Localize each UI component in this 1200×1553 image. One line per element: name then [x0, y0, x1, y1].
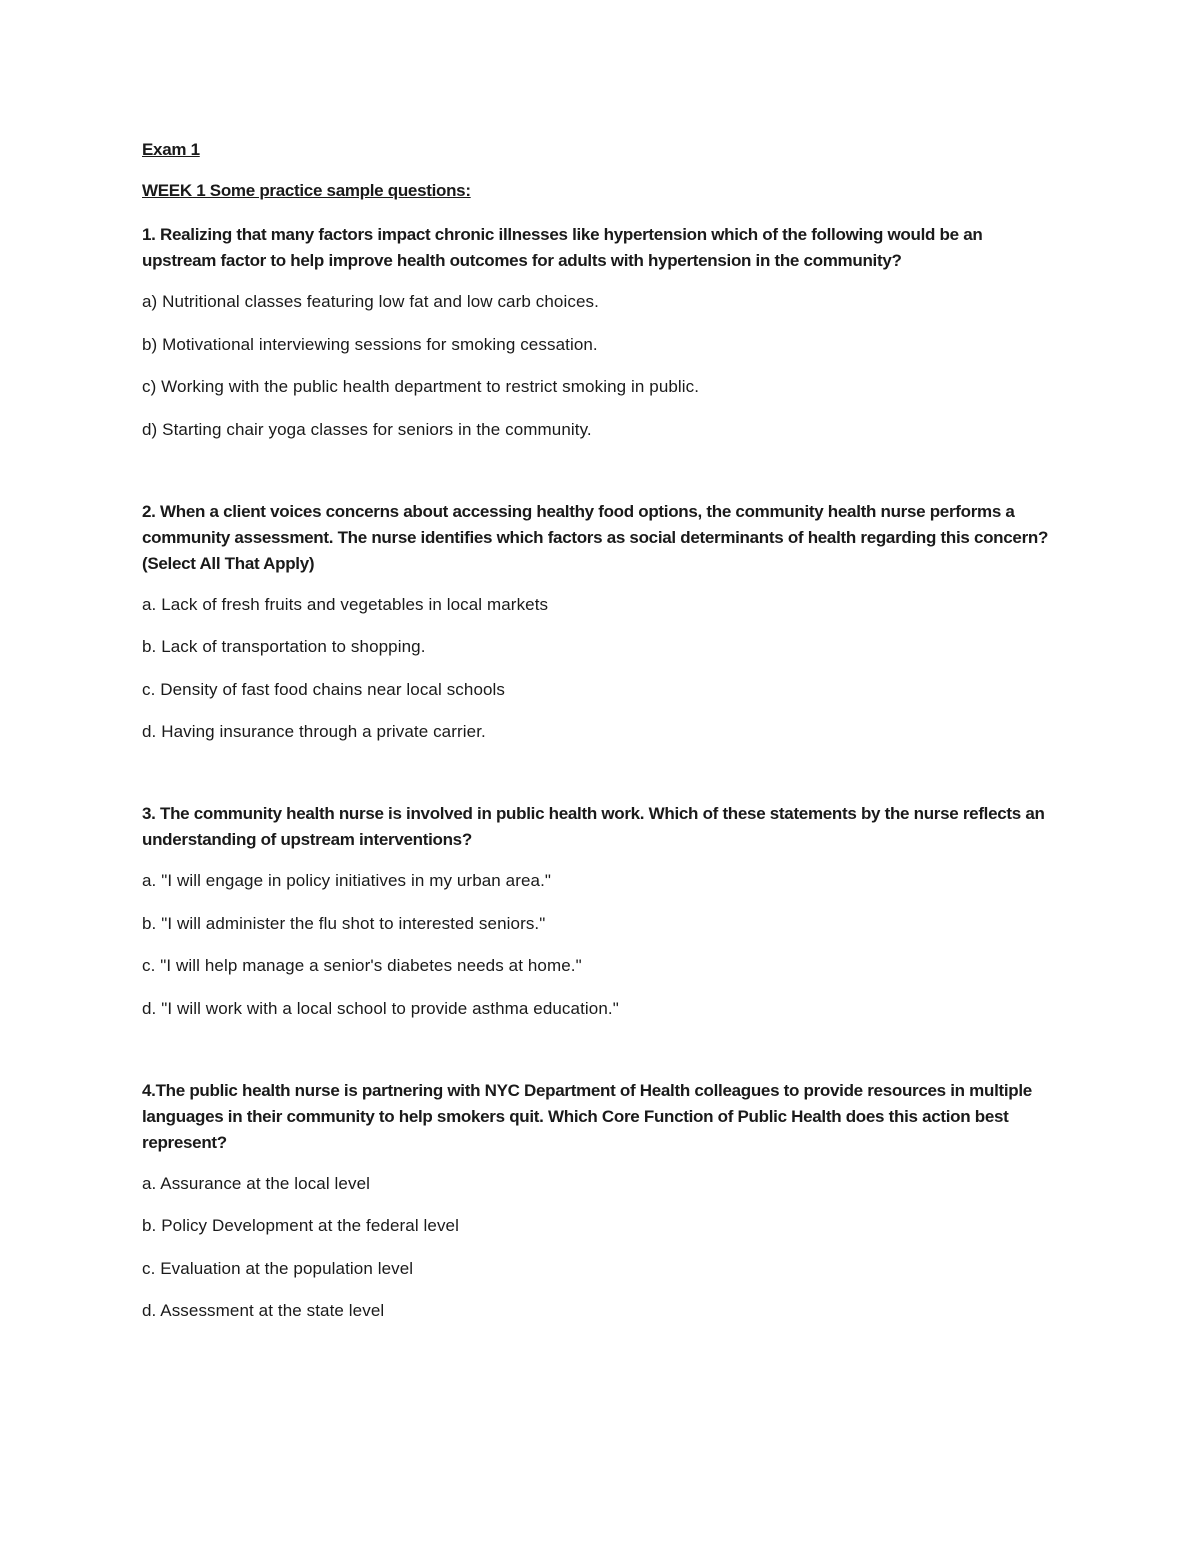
document-subtitle: WEEK 1 Some practice sample questions: [142, 181, 471, 200]
answer-option: d. Having insurance through a private carrier. [142, 722, 486, 741]
document-page [142, 140, 1052, 1341]
question-stem: 1. Realizing that many factors impact chronic illnesses like hypertension which of the following would be an upstream factor to help improve health outcomes for adults with hypertension in the community? [142, 225, 983, 270]
answer-option: c) Working with the public health department to restrict smoking in public. [142, 377, 700, 396]
question-stem: 3. The community health nurse is involved in public health work. Which of these statements by the nurse reflects an understanding of upstream interventions? [142, 804, 1045, 849]
answer-option: b. "I will administer the flu shot to interested seniors." [142, 913, 546, 933]
question-stem: 2. When a client voices concerns about accessing healthy food options, the community health nurse performs a community assessment. The nurse identifies which factors as social determinants of health regarding this concern? (Select All That Apply) [142, 501, 1049, 573]
question-1 [142, 222, 1052, 443]
answer-option: d) Starting chair yoga classes for seniors in the community. [142, 419, 592, 439]
answer-option: c. Evaluation at the population level [142, 1258, 414, 1278]
question-2 [142, 499, 1052, 746]
answer-option: d. "I will work with a local school to provide asthma education." [142, 998, 619, 1018]
answer-option: a. "I will engage in policy initiatives in my urban area." [142, 871, 552, 890]
answer-option: d. Assessment at the state level [142, 1301, 385, 1320]
question-3 [142, 801, 1052, 1022]
answer-option: a. Lack of fresh fruits and vegetables in local markets [142, 594, 549, 614]
document-title: Exam 1 [142, 140, 200, 159]
question-stem: 4.The public health nurse is partnering with NYC Department of Health colleagues to provide resources in multiple languages in their community to help smokers quit. Which Core Function of Public Health does this action best represent? [142, 1080, 1032, 1152]
answer-option: b. Policy Development at the federal level [142, 1216, 459, 1235]
answer-option: c. "I will help manage a senior's diabetes needs at home." [142, 956, 582, 975]
answer-option: b) Motivational interviewing sessions for smoking cessation. [142, 334, 598, 354]
answer-option: b. Lack of transportation to shopping. [142, 637, 426, 656]
answer-option: a) Nutritional classes featuring low fat and low carb choices. [142, 292, 599, 311]
question-4 [142, 1078, 1052, 1325]
answer-option: c. Density of fast food chains near local schools [142, 679, 506, 699]
answer-option: a. Assurance at the local level [142, 1173, 371, 1193]
